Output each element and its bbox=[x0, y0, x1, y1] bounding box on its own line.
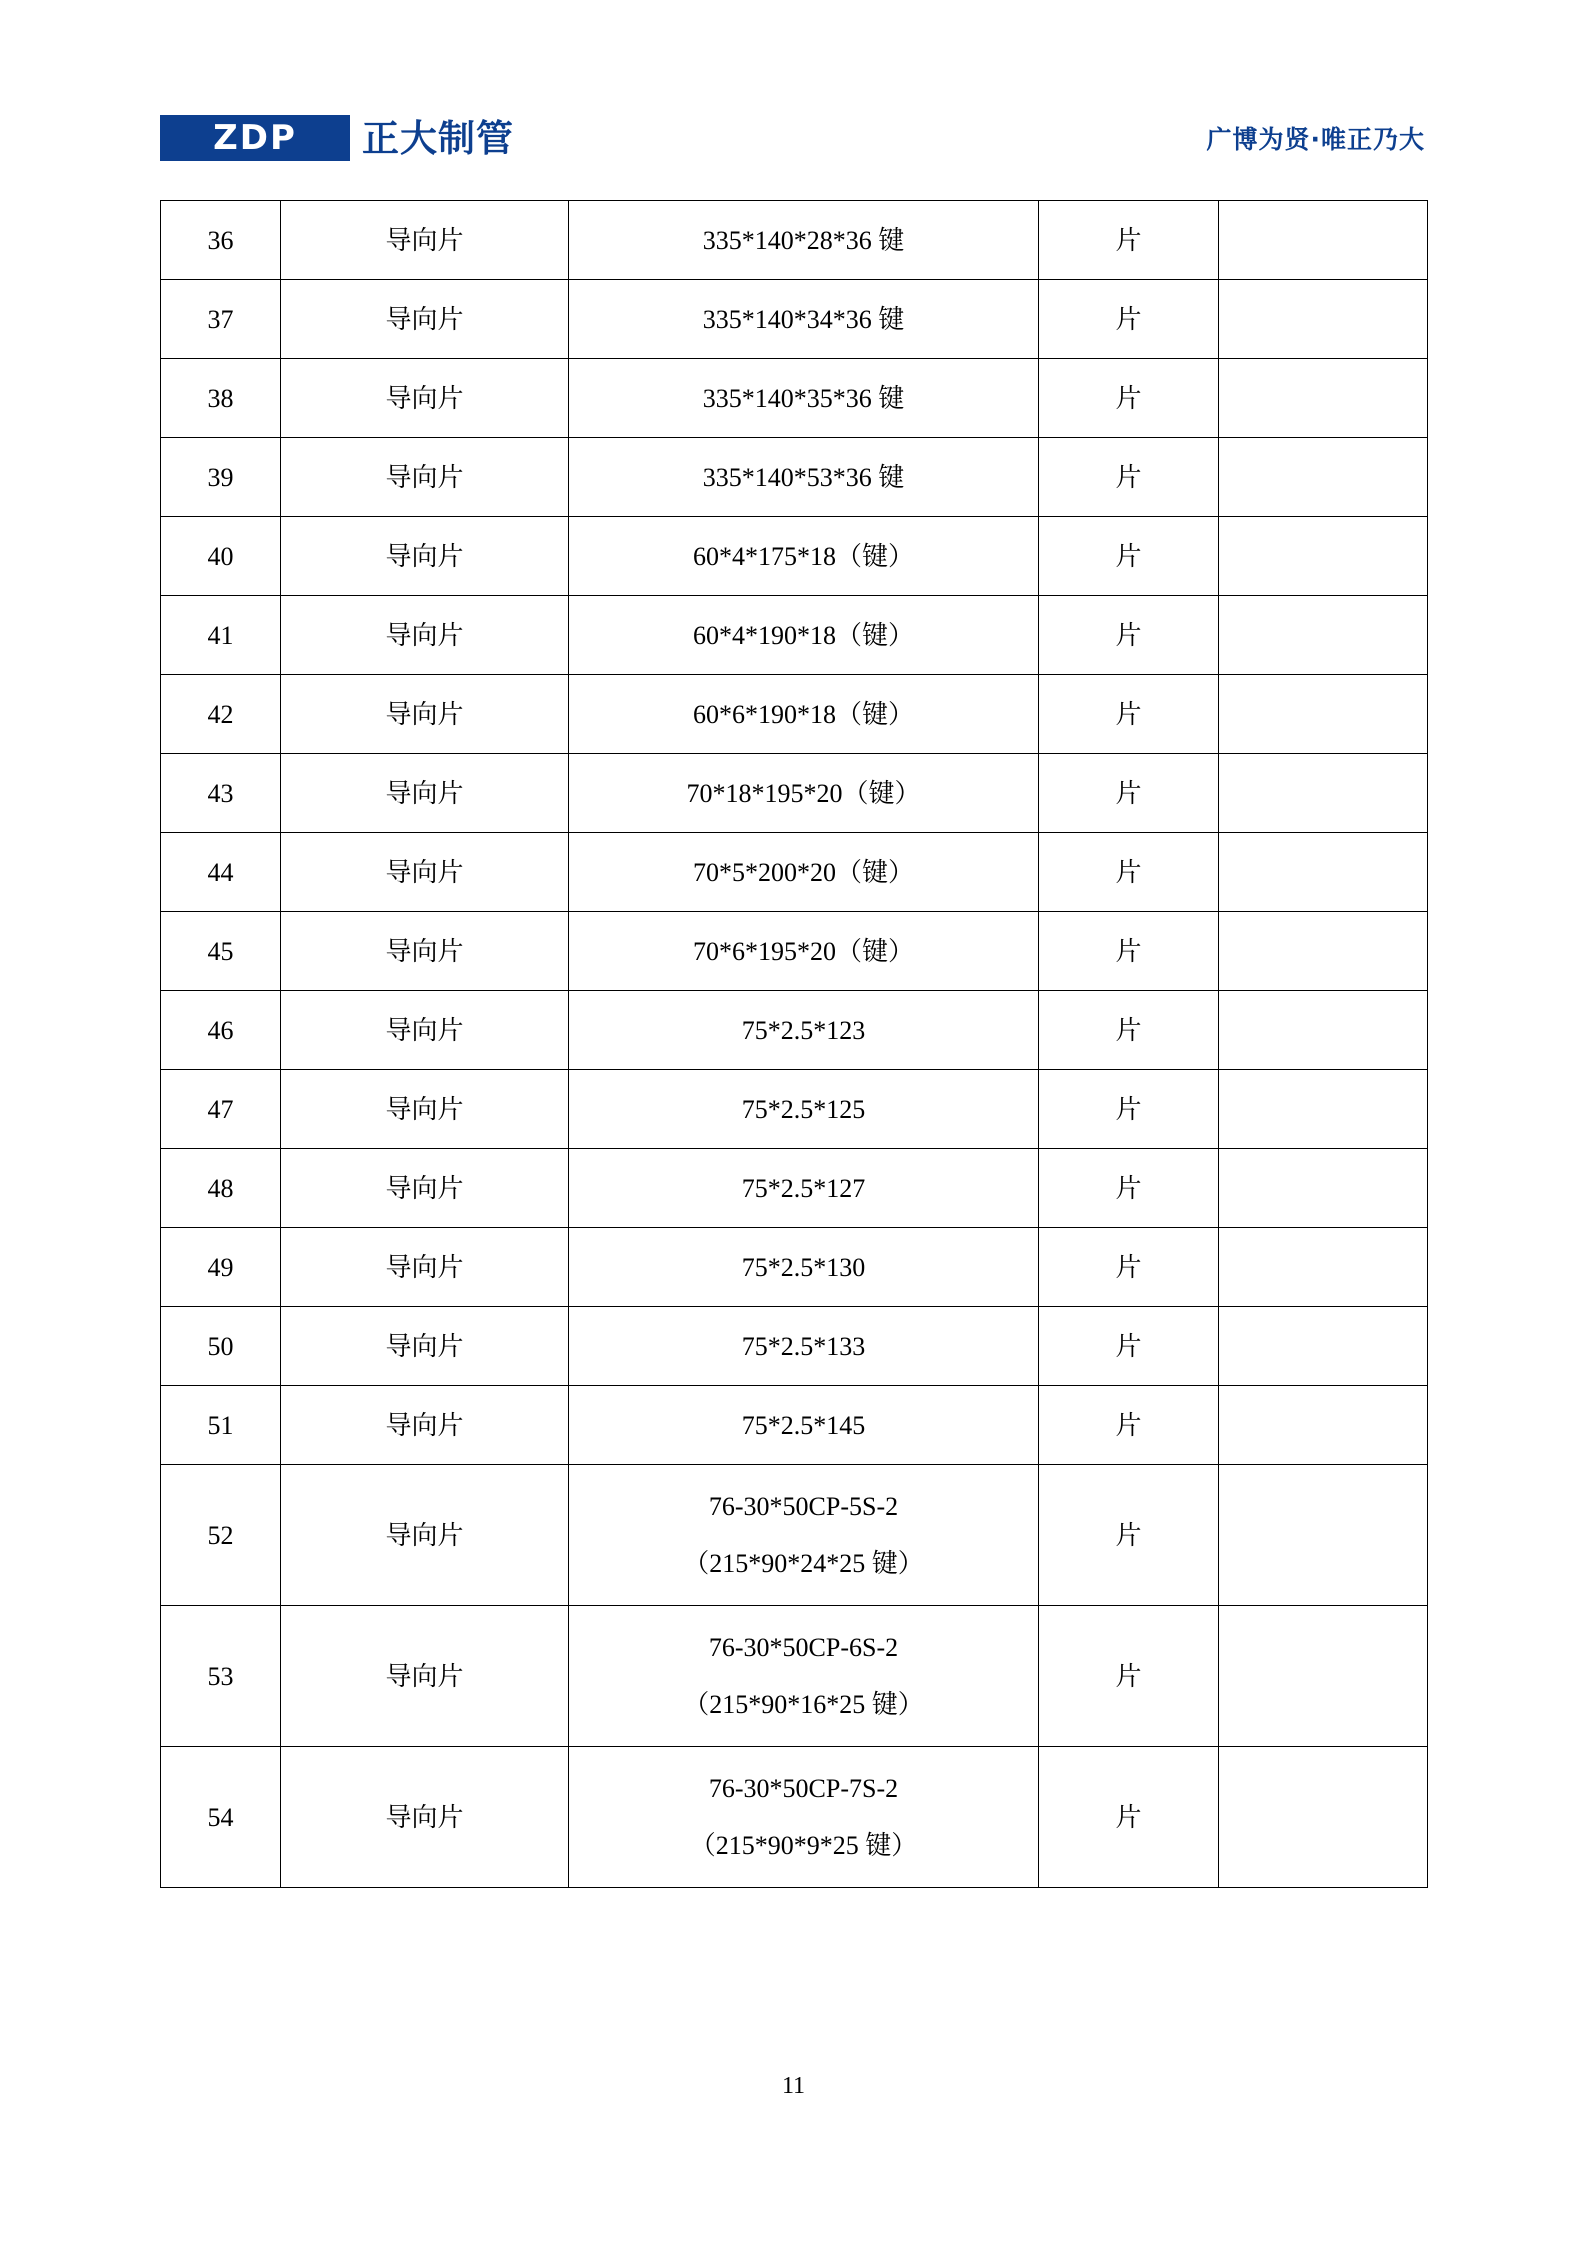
spec-line: 70*18*195*20（键） bbox=[686, 778, 921, 808]
spec-line: 70*5*200*20（键） bbox=[692, 857, 914, 887]
cell-qty bbox=[1219, 675, 1428, 754]
cell-spec bbox=[569, 1386, 1039, 1465]
cell-spec bbox=[569, 991, 1039, 1070]
spec-line: 335*140*34*36 键 bbox=[702, 304, 905, 334]
cell-name: 导向片 bbox=[281, 1747, 569, 1888]
spec-line: 60*4*175*18（键） bbox=[692, 541, 914, 571]
cell-name: 导向片 bbox=[281, 438, 569, 517]
cell-unit: 片 bbox=[1039, 1149, 1219, 1228]
cell-unit: 片 bbox=[1039, 438, 1219, 517]
cell-no: 46 bbox=[161, 991, 281, 1070]
spec-line: 75*2.5*133 bbox=[741, 1331, 866, 1361]
cell-no: 48 bbox=[161, 1149, 281, 1228]
table-row bbox=[161, 1070, 1428, 1149]
cell-no: 41 bbox=[161, 596, 281, 675]
spec-line: （215*90*16*25 键） bbox=[683, 1690, 924, 1719]
spec-line: 75*2.5*130 bbox=[741, 1252, 866, 1282]
cell-spec bbox=[569, 1228, 1039, 1307]
cell-spec bbox=[569, 1465, 1039, 1606]
cell-no: 49 bbox=[161, 1228, 281, 1307]
table-row bbox=[161, 1307, 1428, 1386]
svg-text:ZDP: ZDP bbox=[213, 118, 297, 158]
cell-no: 42 bbox=[161, 675, 281, 754]
cell-name: 导向片 bbox=[281, 1070, 569, 1149]
cell-qty bbox=[1219, 359, 1428, 438]
table-row bbox=[161, 675, 1428, 754]
cell-spec bbox=[569, 1606, 1039, 1747]
cell-unit: 片 bbox=[1039, 1747, 1219, 1888]
spec-line: 335*140*35*36 键 bbox=[702, 383, 905, 413]
cell-qty bbox=[1219, 201, 1428, 280]
cell-unit: 片 bbox=[1039, 991, 1219, 1070]
table-row bbox=[161, 517, 1428, 596]
cell-name: 导向片 bbox=[281, 517, 569, 596]
spec-line: 76-30*50CP-7S-2 bbox=[708, 1774, 899, 1803]
page-number: 11 bbox=[781, 2073, 806, 2099]
spec-line: 76-30*50CP-6S-2 bbox=[708, 1633, 899, 1662]
table-row bbox=[161, 1465, 1428, 1606]
spec-line: （215*90*9*25 键） bbox=[689, 1831, 918, 1860]
cell-no: 45 bbox=[161, 912, 281, 991]
table-row bbox=[161, 201, 1428, 280]
cell-no: 54 bbox=[161, 1747, 281, 1888]
cell-unit: 片 bbox=[1039, 1228, 1219, 1307]
cell-name: 导向片 bbox=[281, 1386, 569, 1465]
cell-spec bbox=[569, 359, 1039, 438]
table-row bbox=[161, 1747, 1428, 1888]
cell-unit: 片 bbox=[1039, 517, 1219, 596]
cell-spec bbox=[569, 1070, 1039, 1149]
cell-qty bbox=[1219, 1606, 1428, 1747]
cell-qty bbox=[1219, 912, 1428, 991]
cell-qty bbox=[1219, 1386, 1428, 1465]
cell-name: 导向片 bbox=[281, 991, 569, 1070]
company-slogan: 广博为贤·唯正乃大 bbox=[1206, 125, 1425, 154]
spec-line: 75*2.5*127 bbox=[741, 1173, 866, 1203]
cell-qty bbox=[1219, 1465, 1428, 1606]
cell-name: 导向片 bbox=[281, 596, 569, 675]
company-name-cn: 正大制管 bbox=[362, 116, 514, 160]
table-row bbox=[161, 438, 1428, 517]
cell-qty bbox=[1219, 517, 1428, 596]
cell-no: 50 bbox=[161, 1307, 281, 1386]
cell-no: 37 bbox=[161, 280, 281, 359]
spec-line: 75*2.5*123 bbox=[741, 1015, 866, 1045]
table-row bbox=[161, 359, 1428, 438]
cell-name: 导向片 bbox=[281, 1465, 569, 1606]
cell-spec bbox=[569, 1307, 1039, 1386]
cell-name: 导向片 bbox=[281, 1149, 569, 1228]
cell-unit: 片 bbox=[1039, 1606, 1219, 1747]
cell-qty bbox=[1219, 1307, 1428, 1386]
cell-spec bbox=[569, 280, 1039, 359]
spec-line: 76-30*50CP-5S-2 bbox=[708, 1492, 899, 1521]
cell-no: 53 bbox=[161, 1606, 281, 1747]
cell-unit: 片 bbox=[1039, 833, 1219, 912]
cell-qty bbox=[1219, 438, 1428, 517]
cell-no: 36 bbox=[161, 201, 281, 280]
cell-unit: 片 bbox=[1039, 1386, 1219, 1465]
cell-unit: 片 bbox=[1039, 1465, 1219, 1606]
cell-spec bbox=[569, 438, 1039, 517]
cell-no: 40 bbox=[161, 517, 281, 596]
table-row bbox=[161, 1149, 1428, 1228]
parts-table bbox=[160, 200, 1428, 1888]
table-row bbox=[161, 596, 1428, 675]
cell-name: 导向片 bbox=[281, 754, 569, 833]
cell-unit: 片 bbox=[1039, 596, 1219, 675]
cell-name: 导向片 bbox=[281, 912, 569, 991]
cell-no: 43 bbox=[161, 754, 281, 833]
cell-spec bbox=[569, 912, 1039, 991]
zdp-logo-icon bbox=[160, 115, 350, 161]
cell-qty bbox=[1219, 596, 1428, 675]
cell-no: 52 bbox=[161, 1465, 281, 1606]
cell-no: 44 bbox=[161, 833, 281, 912]
cell-unit: 片 bbox=[1039, 280, 1219, 359]
table-row bbox=[161, 1606, 1428, 1747]
cell-qty bbox=[1219, 1747, 1428, 1888]
spec-line: 60*4*190*18（键） bbox=[692, 620, 914, 650]
cell-no: 39 bbox=[161, 438, 281, 517]
cell-spec bbox=[569, 1747, 1039, 1888]
parts-table-container bbox=[160, 200, 1427, 1888]
cell-spec bbox=[569, 201, 1039, 280]
cell-spec bbox=[569, 1149, 1039, 1228]
cell-spec bbox=[569, 754, 1039, 833]
cell-name: 导向片 bbox=[281, 1606, 569, 1747]
cell-spec bbox=[569, 833, 1039, 912]
cell-name: 导向片 bbox=[281, 201, 569, 280]
cell-qty bbox=[1219, 1228, 1428, 1307]
cell-name: 导向片 bbox=[281, 280, 569, 359]
table-row bbox=[161, 1228, 1428, 1307]
table-row bbox=[161, 833, 1428, 912]
spec-line: 335*140*53*36 键 bbox=[702, 462, 905, 492]
cell-spec bbox=[569, 517, 1039, 596]
cell-no: 38 bbox=[161, 359, 281, 438]
table-row bbox=[161, 280, 1428, 359]
cell-name: 导向片 bbox=[281, 833, 569, 912]
cell-qty bbox=[1219, 833, 1428, 912]
cell-unit: 片 bbox=[1039, 1307, 1219, 1386]
cell-unit: 片 bbox=[1039, 1070, 1219, 1149]
spec-line: 75*2.5*125 bbox=[741, 1094, 866, 1124]
cell-unit: 片 bbox=[1039, 754, 1219, 833]
cell-name: 导向片 bbox=[281, 1228, 569, 1307]
cell-no: 51 bbox=[161, 1386, 281, 1465]
page-header bbox=[160, 108, 1425, 168]
table-row bbox=[161, 754, 1428, 833]
cell-qty bbox=[1219, 280, 1428, 359]
spec-line: 335*140*28*36 键 bbox=[702, 225, 905, 255]
cell-spec bbox=[569, 596, 1039, 675]
spec-line: 70*6*195*20（键） bbox=[692, 936, 914, 966]
cell-unit: 片 bbox=[1039, 359, 1219, 438]
cell-name: 导向片 bbox=[281, 1307, 569, 1386]
cell-name: 导向片 bbox=[281, 675, 569, 754]
cell-qty bbox=[1219, 1149, 1428, 1228]
spec-line: 60*6*190*18（键） bbox=[692, 699, 914, 729]
spec-line: 75*2.5*145 bbox=[741, 1410, 866, 1440]
cell-spec bbox=[569, 675, 1039, 754]
cell-name: 导向片 bbox=[281, 359, 569, 438]
table-row bbox=[161, 912, 1428, 991]
cell-qty bbox=[1219, 991, 1428, 1070]
cell-unit: 片 bbox=[1039, 912, 1219, 991]
spec-line: （215*90*24*25 键） bbox=[683, 1549, 924, 1578]
cell-unit: 片 bbox=[1039, 201, 1219, 280]
company-logo bbox=[160, 115, 514, 161]
cell-no: 47 bbox=[161, 1070, 281, 1149]
table-row bbox=[161, 991, 1428, 1070]
cell-qty bbox=[1219, 754, 1428, 833]
cell-qty bbox=[1219, 1070, 1428, 1149]
cell-unit: 片 bbox=[1039, 675, 1219, 754]
table-row bbox=[161, 1386, 1428, 1465]
parts-table-body bbox=[161, 201, 1428, 1888]
